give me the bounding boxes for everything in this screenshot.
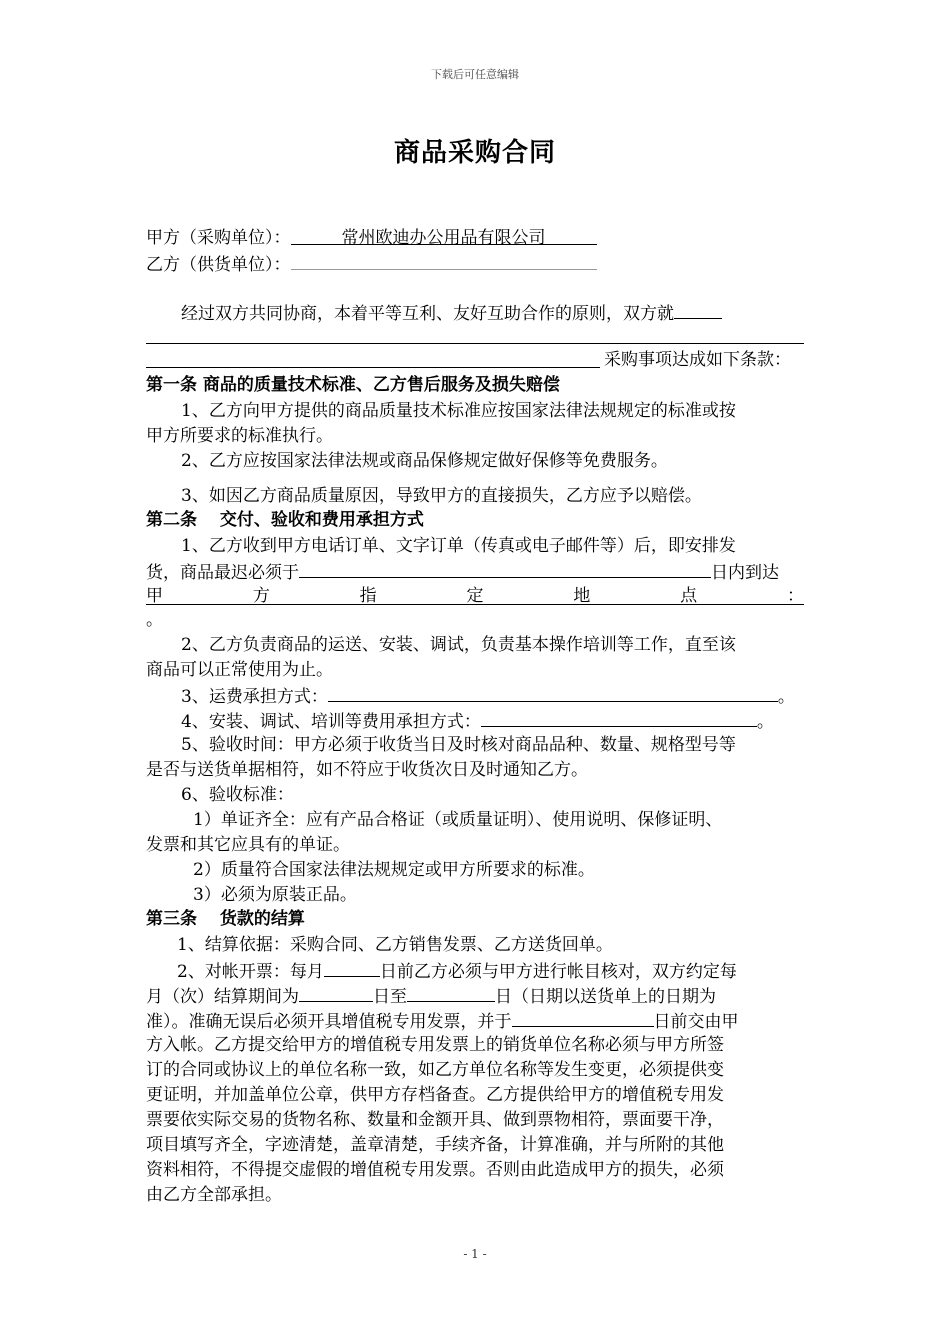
article-3-p2i: 资料相符，不得提交虚假的增值税专用发票。否则由此造成甲方的损失，必须	[146, 1160, 724, 1180]
install-fee-label: 4、安装、调试、培训等费用承担方式：	[181, 712, 481, 732]
page-header: 下载后可任意编辑	[431, 68, 519, 81]
article-2-heading: 第二条 交付、验收和费用承担方式	[146, 510, 424, 530]
article-2-p6-3: 3）必须为原装正品。	[193, 885, 357, 905]
article-2-p4	[181, 708, 774, 734]
end-mark: 。	[756, 712, 774, 732]
document-title: 商品采购合同	[393, 138, 556, 168]
article-3-p2j: 由乙方全部承担。	[146, 1185, 282, 1205]
spread-char: 定	[466, 586, 484, 606]
article-3-p2b-post: 日（日期以送货单上的日期为	[495, 987, 716, 1007]
intro-blank	[674, 300, 722, 319]
delivery-days-blank	[299, 559, 711, 578]
delivery-location-blank	[146, 604, 804, 605]
article-3-p2g: 票要依实际交易的货物名称、数量和金额开具、做到票物相符，票面要干净，	[146, 1110, 724, 1130]
party-b-line	[146, 251, 597, 277]
article-3-p2b-mid: 日至	[373, 987, 407, 1007]
intro-text: 经过双方共同协商，本着平等互利、友好互助合作的原则，双方就	[181, 304, 674, 324]
intro-line-1	[181, 300, 722, 326]
party-a-line	[146, 226, 597, 250]
article-2-p1d: 。	[146, 610, 163, 630]
install-fee-blank	[481, 708, 757, 727]
article-1-p2: 2、乙方应按国家法律法规或商品保修规定做好保修等免费服务。	[181, 451, 668, 471]
party-a-label: 甲方（采购单位）：	[146, 228, 291, 248]
article-2-p2b: 商品可以正常使用为止。	[146, 660, 333, 680]
article-3-p2f: 更证明，并加盖单位公章，供甲方存档备查。乙方提供给甲方的增值税专用发	[146, 1085, 724, 1105]
reconcile-day-blank	[324, 958, 380, 977]
article-3-p2b-pre: 月（次）结算期间为	[146, 987, 299, 1007]
article-2-p1b-post: 日内到达	[711, 563, 779, 583]
article-3-p2b	[146, 983, 716, 1009]
article-2-p5a: 5、验收时间：甲方必须于收货当日及时核对商品品种、数量、规格型号等	[181, 735, 736, 755]
page-number: - 1 -	[463, 1247, 487, 1261]
article-1-p3: 3、如因乙方商品质量原因，导致甲方的直接损失，乙方应予以赔偿。	[181, 486, 702, 506]
freight-blank	[328, 683, 778, 702]
spread-char: 指	[359, 586, 377, 606]
article-2-p5b: 是否与送货单据相符，如不符应于收货次日及时通知乙方。	[146, 760, 588, 780]
article-1-heading: 第一条 商品的质量技术标准、乙方售后服务及损失赔偿	[146, 375, 560, 395]
article-3-heading: 第三条 货款的结算	[146, 909, 305, 929]
spread-char: 方	[252, 586, 270, 606]
article-3-p2a-post: 日前乙方必须与甲方进行帐目核对，双方约定每	[379, 962, 737, 982]
article-3-p2e: 订的合同或协议上的单位名称一致，如乙方单位名称等发生变更，必须提供变	[146, 1060, 724, 1080]
article-1-p1b: 甲方所要求的标准执行。	[146, 426, 333, 446]
article-1-p1a: 1、乙方向甲方提供的商品质量技术标准应按国家法律法规规定的标准或按	[181, 401, 736, 421]
period-end-blank	[407, 983, 495, 1002]
end-mark: 。	[777, 687, 795, 707]
article-3-p2c	[146, 1008, 739, 1034]
article-3-p2c-pre: 准）。准确无误后必须开具增值税专用发票，并于	[146, 1012, 512, 1032]
article-2-p3	[181, 683, 795, 709]
freight-label: 3、运费承担方式：	[181, 687, 328, 707]
article-2-p1b	[146, 559, 779, 585]
article-3-p1: 1、结算依据：采购合同、乙方销售发票、乙方送货回单。	[177, 935, 613, 955]
article-2-p2a: 2、乙方负责商品的运送、安装、调试，负责基本操作培训等工作，直至该	[181, 635, 736, 655]
spread-char: 点	[680, 586, 698, 606]
spread-char: 地	[573, 586, 591, 606]
spread-char: ：	[786, 586, 804, 606]
article-2-p6-1a: 1）单证齐全：应有产品合格证（或质量证明）、使用说明、保修证明、	[193, 810, 723, 830]
invoice-day-blank	[512, 1008, 654, 1027]
article-3-p2d: 方入帐。乙方提交给甲方的增值税专用发票上的销货单位名称必须与甲方所签	[146, 1035, 724, 1055]
article-3-p2a-pre: 2、对帐开票：每月	[177, 962, 324, 982]
spread-char: 甲	[146, 586, 163, 606]
article-2-p6: 6、验收标准：	[181, 785, 294, 805]
party-b-label: 乙方（供货单位）：	[146, 255, 291, 275]
article-2-p1a: 1、乙方收到甲方电话订单、文字订单（传真或电子邮件等）后，即安排发	[181, 536, 736, 556]
party-a-value: 常州欧迪办公用品有限公司	[291, 226, 597, 245]
article-2-p1b-pre: 货，商品最迟必须于	[146, 563, 299, 583]
article-3-p2a	[177, 958, 737, 984]
intro-line-2-tail: 采购事项达成如下条款：	[604, 350, 791, 370]
intro-blank-line-2	[146, 367, 600, 368]
intro-blank-line	[146, 343, 804, 344]
article-3-p2h: 项目填写齐全，字迹清楚，盖章清楚，手续齐备，计算准确，并与所附的其他	[146, 1135, 724, 1155]
article-2-p6-1b: 发票和其它应具有的单证。	[146, 835, 350, 855]
article-2-p6-2: 2）质量符合国家法律法规规定或甲方所要求的标准。	[193, 860, 595, 880]
period-start-blank	[299, 983, 373, 1002]
article-3-p2c-post: 日前交由甲	[653, 1012, 739, 1032]
party-b-blank	[291, 251, 597, 270]
